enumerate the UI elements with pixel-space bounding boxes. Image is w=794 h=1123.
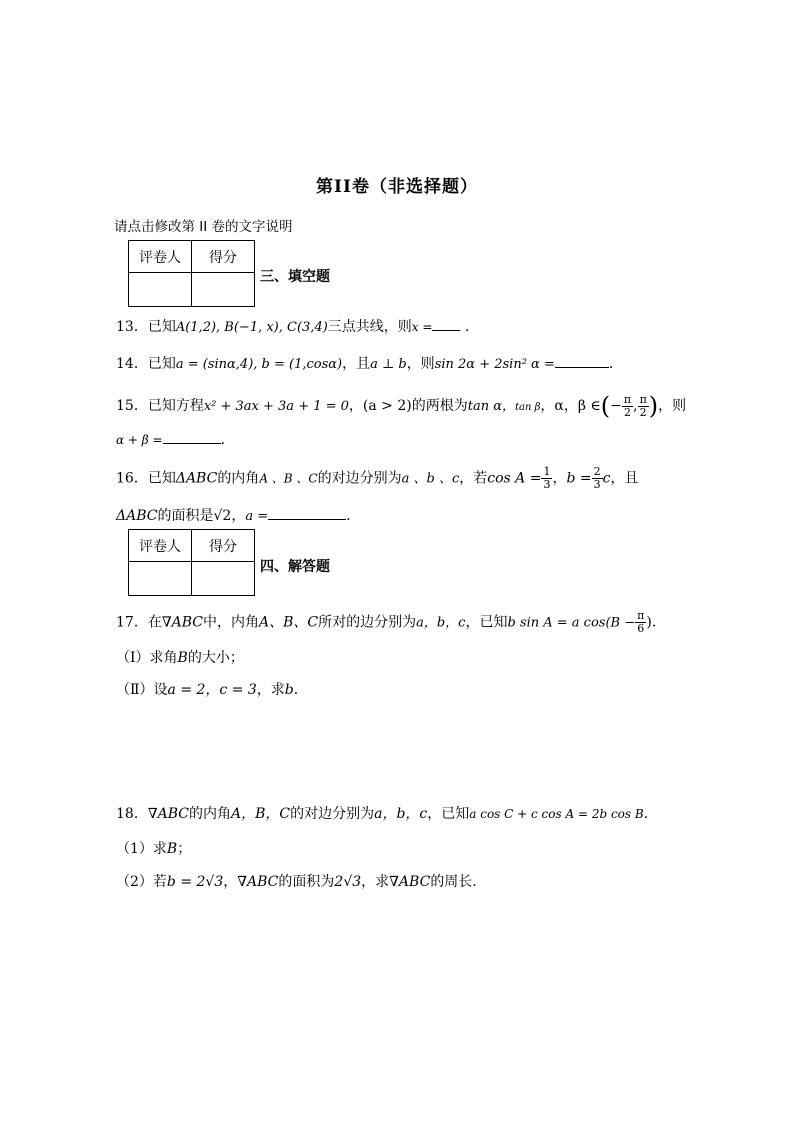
q18-p2i: 的周长. xyxy=(430,874,477,890)
q18-p1: （1）求 xyxy=(116,841,167,857)
section-answer: 四、解答题 xyxy=(260,559,330,575)
q15-tan-beta: tan β xyxy=(515,402,541,413)
q13-text: 三点共线，则 xyxy=(327,319,412,335)
q18-p1b: B xyxy=(166,841,178,857)
question-14: 14．已知a = (sinα,4), b = (1,cosα)，且a ⊥ b，则sin 2α + 2sin² α = ． xyxy=(116,356,623,372)
q17-p2b: a = 2，c = 3 xyxy=(167,682,257,698)
q18-p2g: ，求 xyxy=(361,874,390,890)
q17-pi: π xyxy=(637,609,645,622)
q18-triangle: ∇ABC xyxy=(147,806,189,822)
score-table-2 xyxy=(128,529,255,596)
q14-perp: a ⊥ b xyxy=(370,357,407,372)
q16-sides: a 、b 、c xyxy=(401,471,460,487)
q17-p2c: ，求 xyxy=(256,682,285,698)
score-table-1 xyxy=(128,240,255,307)
question-18-part1 xyxy=(116,838,191,858)
q17-p1b: B xyxy=(177,650,188,666)
q18-p2b: b = 2√3 xyxy=(166,874,224,890)
question-18 xyxy=(116,803,648,823)
q14-vectors: a = (sinα,4), b = (1,cosα) xyxy=(175,357,343,372)
section-fill-in: 三、填空题 xyxy=(260,269,330,285)
q17-triangle: ∇ABC xyxy=(161,614,203,631)
q13-points: A(1,2), B(−1, x), C(3,4) xyxy=(175,320,328,335)
q14-num: 14．已知 xyxy=(116,356,176,372)
q16-text1: 的内角 xyxy=(217,470,260,487)
q16-comma: ， xyxy=(231,508,246,524)
q16-b-den: 3 xyxy=(593,478,601,491)
q16-cos-den: 3 xyxy=(543,478,551,491)
q16-area-text: 的面积是 xyxy=(157,508,214,524)
q15-frac1-den: 2 xyxy=(623,405,631,419)
score-cell[interactable] xyxy=(192,273,255,307)
q15-end: ，则 xyxy=(658,398,687,414)
q17-eq-end: )． xyxy=(646,614,666,631)
q15-mid: ，α，β ∈ xyxy=(540,398,601,414)
q16-area: √2 xyxy=(213,508,232,524)
q14-mid: ，且 xyxy=(342,356,371,372)
q18-t1: 的内角 xyxy=(188,806,231,822)
q18-p2: （2）若 xyxy=(116,874,167,890)
question-16-line2: ΔABC的面积是√2，a = . xyxy=(116,508,351,524)
question-17-part2 xyxy=(116,679,308,699)
q15-tan-alpha: tan α， xyxy=(467,399,515,414)
question-13: 13．已知A(1,2), B(−1, x), C(3,4)三点共线，则x = . xyxy=(116,319,470,335)
q13-answer-blank[interactable] xyxy=(432,330,460,331)
q18-p2d: ∇ABC xyxy=(237,874,279,890)
grader-cell[interactable] xyxy=(129,273,192,307)
q15-frac2-num: π xyxy=(639,392,647,406)
score-header: 得分 xyxy=(192,241,255,273)
q16-b-num: 2 xyxy=(593,465,601,478)
q18-p2f: 2√3 xyxy=(334,874,362,890)
q15-equation: x² + 3ax + 3a + 1 = 0 xyxy=(203,399,349,414)
q13-num: 13．已知 xyxy=(116,319,176,335)
grader-header-2: 评卷人 xyxy=(129,530,192,562)
q18-t2: 的对边分别为 xyxy=(290,806,375,822)
q17-angles: A、B、C xyxy=(258,614,319,631)
q14-text: ，则 xyxy=(406,356,435,372)
question-18-part2 xyxy=(116,871,477,891)
q17-p2e: ． xyxy=(293,682,308,698)
q18-p1c: ； xyxy=(177,841,192,857)
grader-cell-2[interactable] xyxy=(129,562,192,596)
grader-header: 评卷人 xyxy=(129,241,192,273)
q15-num: 15．已知方程 xyxy=(116,398,204,414)
q17-six: 6 xyxy=(637,622,645,635)
q18-p2e: 的面积为 xyxy=(278,874,335,890)
q17-p2d: b xyxy=(284,682,294,698)
q16-text2: 的对边分别为 xyxy=(317,470,402,487)
q16-a-eq: a = xyxy=(245,509,269,524)
q16-end: ，且 xyxy=(610,470,639,487)
instruction-note: 请点击修改第 II 卷的文字说明 xyxy=(114,219,293,235)
q18-t3: ，已知 xyxy=(427,806,470,822)
question-17-part1 xyxy=(116,647,244,667)
q15-frac1-num: π xyxy=(623,392,632,406)
question-16: 16．已知ΔABC的内角A 、B 、C的对边分别为a 、b 、c，若cos A = $\frac{1}{3}$ ，b = $\frac{2}{3}$ c，且 xyxy=(116,465,639,491)
q16-answer-blank[interactable] xyxy=(268,519,346,520)
q14-answer-blank[interactable] xyxy=(555,367,609,368)
q16-num: 16．已知 xyxy=(116,470,176,487)
q17-p1: （Ⅰ）求角 xyxy=(116,650,178,666)
q15-frac2-den: 2 xyxy=(639,405,647,419)
q18-p2c: ， xyxy=(223,874,238,890)
q17-eq: b sin A = a cos(B − xyxy=(507,615,636,631)
q15-cond: ，(a > 2)的两根为 xyxy=(348,398,468,414)
q16-b-eq: b = xyxy=(566,470,592,487)
question-17 xyxy=(116,610,666,635)
q17-t3: ，已知 xyxy=(465,614,508,631)
q16-cos-num: 1 xyxy=(543,465,551,478)
q16-angles: A 、B 、C xyxy=(259,471,318,486)
q18-angles: A，B，C xyxy=(230,806,291,822)
q15-alpha-beta: α + β = xyxy=(116,433,163,447)
q17-t1: 中，内角 xyxy=(202,614,259,631)
q14-expr: sin 2α + 2sin² α = xyxy=(434,357,555,372)
q18-num: 18． xyxy=(116,806,148,822)
q16-text3: ，若 xyxy=(459,470,488,487)
score-cell-2[interactable] xyxy=(192,562,255,596)
page-title: 第II卷（非选择题） xyxy=(316,177,478,197)
q18-eq-end: . xyxy=(643,806,649,822)
q16-triangle: ΔABC xyxy=(175,470,218,487)
q13-x: x = xyxy=(411,320,433,334)
q15-answer-blank[interactable] xyxy=(163,443,221,444)
q16-b-tail: c xyxy=(602,470,611,487)
q16-triangle2: ΔABC xyxy=(116,508,158,524)
q17-sides: a，b，c xyxy=(416,615,466,631)
q17-num: 17．在 xyxy=(116,614,162,631)
score-header-2: 得分 xyxy=(192,530,255,562)
q18-p2h: ∇ABC xyxy=(389,874,431,890)
q16-cos: cos A = xyxy=(487,470,542,487)
question-15: 15．已知方程x² + 3ax + 3a + 1 = 0，(a > 2)的两根为tan α，tan β，α，β ∈(− $\frac{\pi}{2}$ , $\frac{\pi}{2}$ )，则 xyxy=(116,392,687,420)
q18-eq: a cos C + c cos A = 2b cos B xyxy=(469,807,644,821)
question-15-line2: α + β = . xyxy=(116,432,226,448)
q18-sides: a，b，c xyxy=(374,806,428,822)
q17-t2: 所对的边分别为 xyxy=(318,614,417,631)
q17-p2: （Ⅱ）设 xyxy=(116,682,168,698)
q17-p1c: 的大小； xyxy=(187,650,244,666)
